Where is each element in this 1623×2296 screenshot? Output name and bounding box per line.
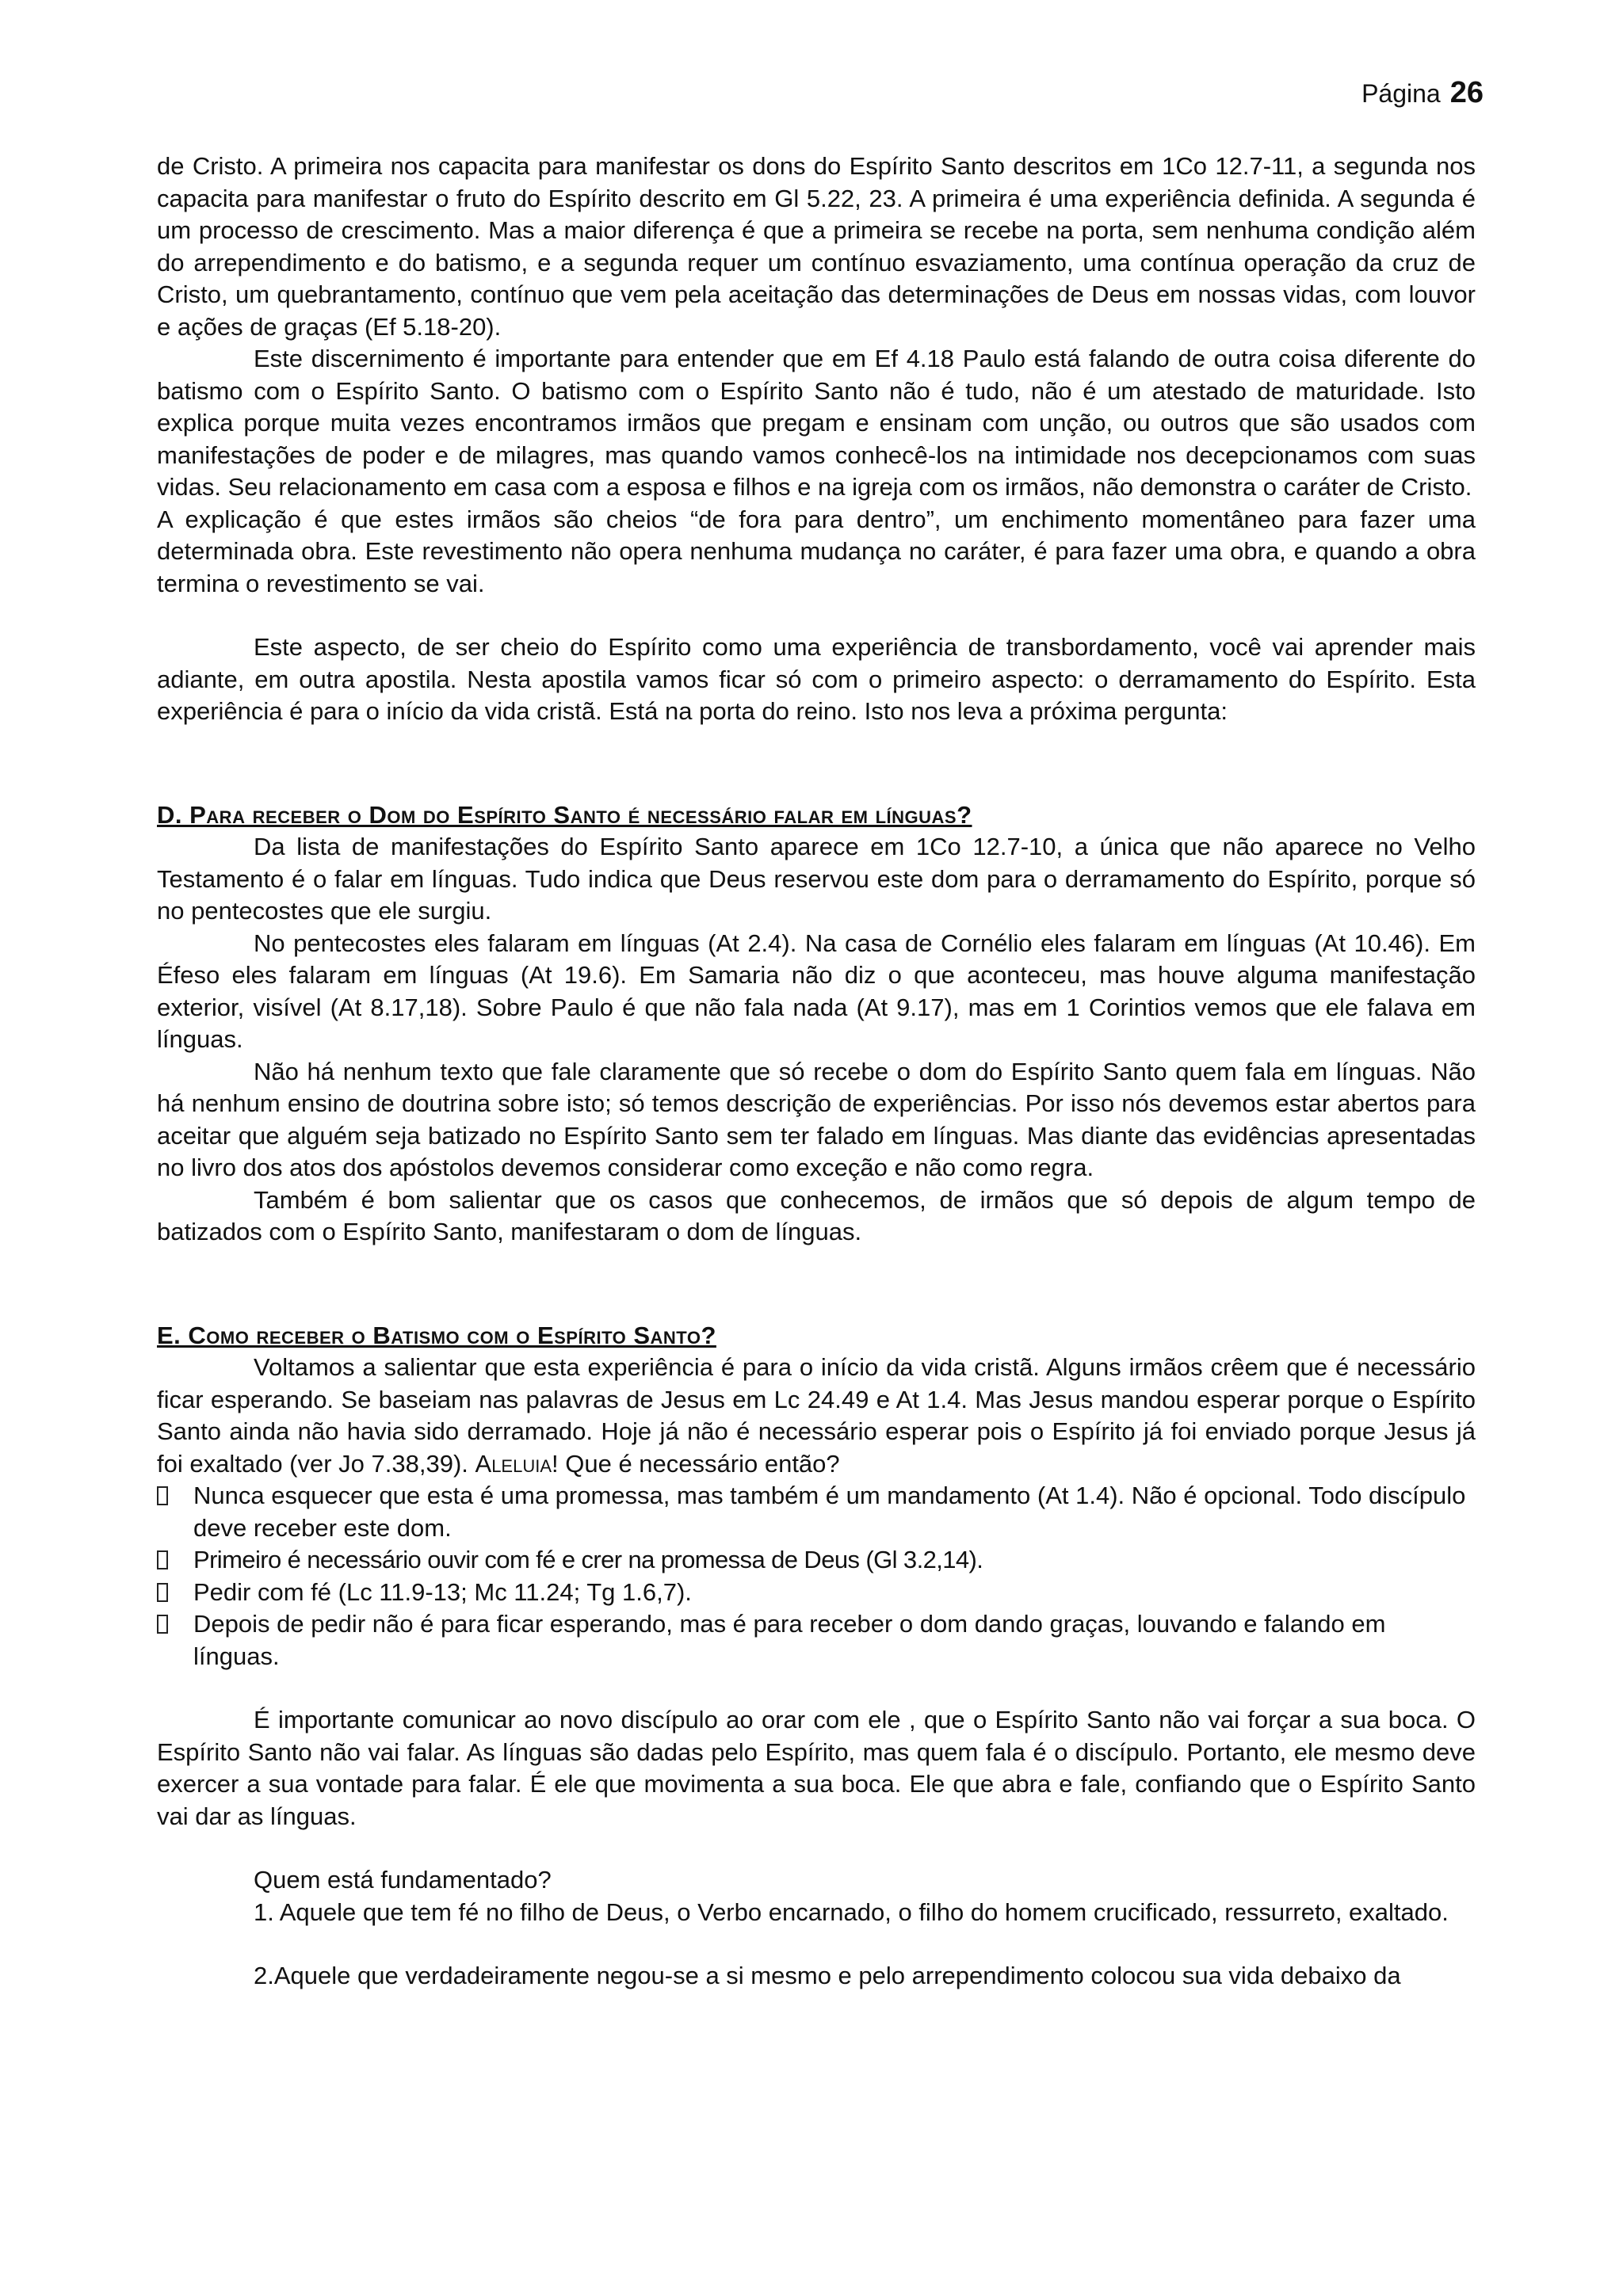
paragraph: 1. Aquele que tem fé no filho de Deus, o Verbo encarnado, o filho do homem crucificado, ressurreto, exaltado. bbox=[254, 1897, 1449, 1926]
paragraph: Não há nenhum texto que fale claramente que só recebe o dom do Espírito Santo quem fala em línguas. Não há nenhum ensino de doutrina sobre isto; só temos descrição de experiências. Por isso nós devemos estar abertos para aceitar que alguém seja batizado no Espírito Santo sem ter falado em línguas. Mas diante das evidências apresentadas no livro dos atos dos apóstolos devemos considerar como exceção e não como regra. bbox=[157, 1057, 1476, 1181]
paragraph: Da lista de manifestações do Espírito Santo aparece em 1Co 12.7-10, a única que não aparece no Velho Testamento é o falar em línguas. Tudo indica que Deus reservou este dom para o derramamento do Espírito, porque só no pentecostes que ele surgiu. bbox=[157, 833, 1476, 925]
bullet-list bbox=[157, 1480, 1476, 1672]
page-number: 26 bbox=[1449, 76, 1484, 109]
paragraph: É importante comunicar ao novo discípulo ao orar com ele , que o Espírito Santo não vai forçar a sua boca. O Espírito Santo não vai falar. As línguas são dadas pelo Espírito, mas quem fala é o discípulo. Portanto, ele mesmo deve exercer a sua vontade para falar. É ele que movimenta a sua boca. Ele que abra e fale, confiando que o Espírito Santo vai dar as línguas. bbox=[157, 1706, 1476, 1830]
page-header bbox=[1361, 76, 1484, 110]
intro-question: Que é necessário então? bbox=[565, 1449, 840, 1478]
section-heading-d: D. Para receber o Dom do Espírito Santo é necessário falar em línguas? bbox=[157, 800, 972, 829]
bullet-box-icon bbox=[157, 1486, 168, 1505]
paragraph bbox=[157, 1352, 1476, 1480]
paragraph: Este aspecto, de ser cheio do Espírito como uma experiência de transbordamento, você vai aprender mais adiante, em outra apostila. Nesta apostila vamos ficar só com o primeiro aspecto: o derramamento do Espírito. Esta experiência é para o início da vida cristã. Está na porta do reino. Isto nos leva a próxima pergunta: bbox=[157, 633, 1476, 725]
list-item: Nunca esquecer que esta é uma promessa, mas também é um mandamento (At 1.4). Não é opcional. Todo discípulo deve receber este dom. bbox=[157, 1480, 1476, 1544]
list-item: Primeiro é necessário ouvir com fé e crer na promessa de Deus (Gl 3.2,14). bbox=[157, 1544, 1476, 1577]
document-body bbox=[157, 151, 1476, 1993]
paragraph: Também é bom salientar que os casos que conhecemos, de irmãos que só depois de algum tempo de batizados com o Espírito Santo, manifestaram o dom de línguas. bbox=[157, 1185, 1476, 1245]
section-heading-e: E. Como receber o Batismo com o Espírito Santo? bbox=[157, 1321, 716, 1349]
paragraph: 2.Aquele que verdadeiramente negou-se a si mesmo e pelo arrependimento colocou sua vida debaixo da bbox=[254, 1962, 1401, 1989]
list-item: Depois de pedir não é para ficar esperando, mas é para receber o dom dando graças, louvando e falando em línguas. bbox=[157, 1608, 1476, 1672]
page-label: Página bbox=[1361, 79, 1441, 108]
bullet-box-icon bbox=[157, 1583, 168, 1602]
paragraph: A explicação é que estes irmãos são cheios “de fora para dentro”, um enchimento momentâneo para fazer uma determinada obra. Este revestimento não opera nenhuma mudança no caráter, é para fazer uma obra, e quando a obra termina o revestimento se vai. bbox=[157, 505, 1476, 597]
paragraph: Quem está fundamentado? bbox=[254, 1866, 552, 1894]
bullet-box-icon bbox=[157, 1550, 168, 1569]
paragraph: de Cristo. A primeira nos capacita para manifestar os dons do Espírito Santo descritos em 1Co 12.7-11, a segunda nos capacita para manifestar o fruto do Espírito descrito em Gl 5.22, 23. A primeira é uma experiência definida. A segunda é um processo de crescimento. Mas a maior diferença é que a primeira se recebe na porta, sem nenhuma condição além do arrependimento e do batismo, e a segunda requer um contínuo esvaziamento, uma contínua operação da cruz de Cristo, um quebrantamento, contínuo que vem pela aceitação das determinações de Deus em nossas vidas, com louvor e ações de graças (Ef 5.18-20). bbox=[157, 152, 1476, 341]
paragraph: No pentecostes eles falaram em línguas (At 2.4). Na casa de Cornélio eles falaram em línguas (At 10.46). Em Éfeso eles falaram em línguas (At 19.6). Em Samaria não diz o que aconteceu, mas houve alguma manifestação exterior, visível (At 8.17,18). Sobre Paulo é que não fala nada (At 9.17), mas em 1 Corintios vemos que ele falava em línguas. bbox=[157, 929, 1476, 1053]
emphasis-aleluia: Aleluia! bbox=[475, 1449, 559, 1478]
list-item: Pedir com fé (Lc 11.9-13; Mc 11.24; Tg 1.6,7). bbox=[157, 1577, 1476, 1609]
bullet-box-icon bbox=[157, 1615, 168, 1634]
paragraph: Este discernimento é importante para entender que em Ef 4.18 Paulo está falando de outra coisa diferente do batismo com o Espírito Santo. O batismo com o Espírito Santo não é tudo, não é um atestado de maturidade. Isto explica porque muita vezes encontramos irmãos que pregam e ensinam com unção, ou outros que são usados com manifestações de poder e de milagres, mas quando vamos conhecê-los na intimidade nos decepcionamos com suas vidas. Seu relacionamento em casa com a esposa e filhos e na igreja com os irmãos, não demonstra o caráter de Cristo. bbox=[157, 345, 1476, 501]
intro-text: Voltamos a salientar que esta experiência é para o início da vida cristã. Alguns irmãos crêem que é necessário ficar esperando. Se baseiam nas palavras de Jesus em Lc 24.49 e At 1.4. Mas Jesus mandou esperar porque o Espírito Santo ainda não havia sido derramado. Hoje já não é necessário esperar pois o Espírito já foi enviado porque Jesus já foi exaltado (ver Jo 7.38,39). bbox=[157, 1353, 1476, 1478]
